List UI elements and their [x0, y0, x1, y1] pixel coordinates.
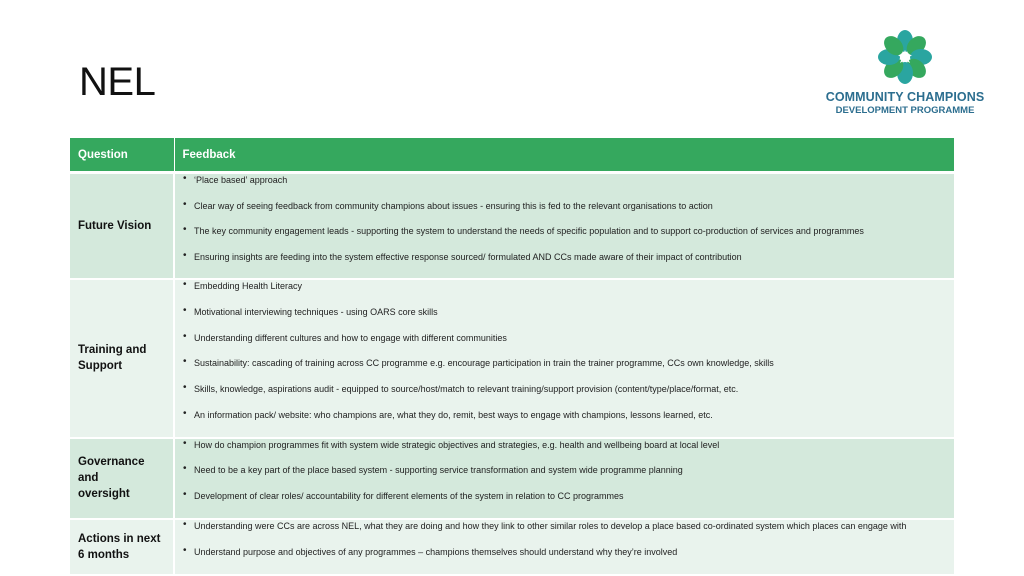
question-label: Future Vision [78, 220, 152, 233]
table-row [70, 279, 954, 437]
feedback-list [176, 521, 953, 572]
question-label: Actions in next [78, 532, 161, 545]
table-row [70, 519, 954, 575]
header-feedback: Feedback [174, 138, 954, 173]
question-label-line2: oversight [78, 488, 130, 501]
feedback-cell [174, 519, 954, 575]
page-title: NEL [79, 60, 156, 104]
list-item: • Understand purpose and objectives of any programmes – champions themselves should understand why they’re involved [183, 547, 943, 573]
feedback-list [176, 281, 953, 435]
table-row [70, 438, 954, 519]
question-cell [70, 173, 174, 280]
list-item: • How do champion programmes fit with system wide strategic objectives and strategies, e.g. health and wellbeing board at local level [183, 440, 943, 466]
question-cell [70, 438, 174, 519]
table-header-row [70, 138, 954, 173]
table-row [70, 173, 954, 280]
list-item: • ‘Place based’ approach [183, 175, 943, 201]
logo-subtitle: DEVELOPMENT PROGRAMME [835, 105, 975, 116]
list-item: • Sustainability: cascading of training across CC programme e.g. encourage participation in train the trainer programme, CCs own knowledge, skills [183, 358, 943, 384]
list-item: • An information pack/ website: who champions are, what they do, remit, best ways to engage with champions, lessons learned, etc. [183, 410, 943, 436]
question-label: Training and [78, 344, 147, 357]
feedback-cell [174, 279, 954, 437]
feedback-list [176, 440, 953, 517]
question-label-line2: Support [78, 360, 123, 373]
list-item: • Skills, knowledge, aspirations audit - equipped to source/host/match to relevant training/support provision (content/type/place/format, etc. [183, 384, 943, 410]
feedback-cell [174, 438, 954, 519]
flower-logo-icon [877, 28, 933, 86]
feedback-cell [174, 173, 954, 280]
header-question: Question [70, 138, 174, 173]
question-label-line2: 6 months [78, 548, 130, 561]
list-item: • Development of clear roles/ accountability for different elements of the system in relation to CC programmes [183, 491, 943, 517]
list-item: • Motivational interviewing techniques - using OARS core skills [183, 307, 943, 333]
question-cell [70, 279, 174, 437]
question-label: Governance and [78, 456, 145, 485]
list-item: • Need to be a key part of the place based system - supporting service transformation and system wide programme planning [183, 465, 943, 491]
community-champions-logo [822, 28, 988, 118]
list-item: • Understanding different cultures and how to engage with different communities [183, 333, 943, 359]
list-item: • Ensuring insights are feeding into the system effective response sourced/ formulated AND CCs made aware of their impact of contribution [183, 252, 943, 278]
question-cell [70, 519, 174, 575]
logo-title: COMMUNITY CHAMPIONS [825, 90, 985, 104]
feedback-table [70, 138, 955, 576]
feedback-list [176, 175, 953, 277]
list-item: • The key community engagement leads - supporting the system to understand the needs of specific population and to support co-production of services and programmes [183, 226, 943, 252]
list-item: • Clear way of seeing feedback from community champions about issues - ensuring this is fed to the relevant organisations to action [183, 201, 943, 227]
list-item: • Embedding Health Literacy [183, 281, 943, 307]
list-item: • Understanding were CCs are across NEL, what they are doing and how they link to other similar roles to develop a place based co-ordinated system which places can engage with [183, 521, 943, 547]
